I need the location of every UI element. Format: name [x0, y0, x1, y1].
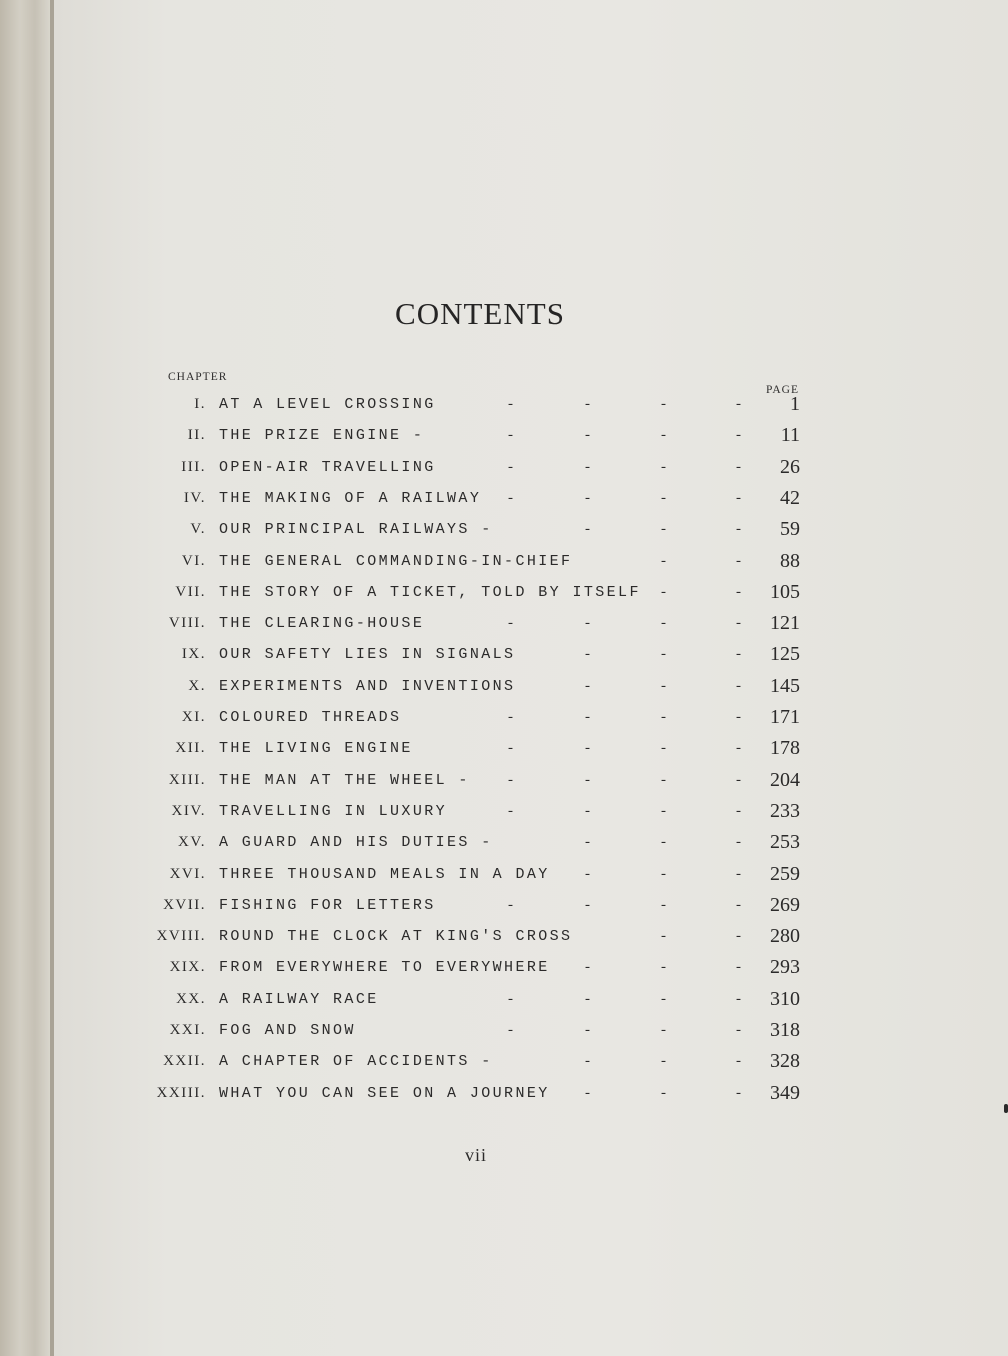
- leader-dash: -: [661, 865, 666, 882]
- leader-dash: -: [736, 1022, 741, 1038]
- chapter-page: 328: [770, 1050, 800, 1073]
- chapter-title: EXPERIMENTS AND INVENTIONS: [219, 677, 516, 695]
- leader-dash: -: [736, 646, 741, 663]
- leader-dash: -: [585, 615, 590, 632]
- toc-entry: [0, 520, 1008, 544]
- leader-dash: -: [585, 802, 590, 819]
- leader-dash: -: [661, 709, 666, 725]
- leader-dash: -: [585, 427, 590, 444]
- chapter-column-label: CHAPTER: [168, 371, 228, 383]
- leader-dash: -: [736, 521, 741, 538]
- leader-dash: -: [736, 396, 741, 412]
- leader-dash: -: [661, 834, 666, 851]
- leader-dash: -: [736, 771, 741, 788]
- chapter-title: WHAT YOU CAN SEE ON A JOURNEY: [219, 1084, 550, 1102]
- leader-dash: -: [661, 427, 666, 444]
- leader-dash: -: [661, 740, 666, 757]
- leader-dash: -: [661, 1022, 666, 1038]
- leader-dash: -: [661, 615, 666, 632]
- chapter-page: 171: [770, 706, 800, 728]
- chapter-number: VI.: [181, 552, 206, 569]
- toc-entry: [0, 395, 1008, 419]
- chapter-number: XII.: [175, 740, 206, 757]
- chapter-page: 318: [770, 1019, 800, 1041]
- leader-dash: -: [736, 865, 741, 882]
- chapter-title: FOG AND SNOW: [219, 1022, 356, 1039]
- chapter-title: OPEN-AIR TRAVELLING: [219, 458, 436, 476]
- chapter-number: XVI.: [169, 865, 206, 882]
- leader-dash: -: [585, 709, 590, 725]
- leader-dash: -: [661, 521, 666, 538]
- leader-dash: -: [508, 709, 513, 725]
- toc-entry: [0, 958, 1008, 982]
- chapter-page: 59: [780, 518, 800, 541]
- chapter-page: 233: [770, 799, 800, 822]
- chapter-page: 105: [770, 580, 800, 603]
- chapter-page: 125: [770, 643, 800, 666]
- leader-dash: -: [661, 583, 666, 600]
- leader-dash: -: [508, 458, 513, 475]
- chapter-page: 1: [790, 393, 800, 415]
- chapter-title: THE GENERAL COMMANDING-IN-CHIEF: [219, 552, 573, 570]
- chapter-title: ROUND THE CLOCK AT KING'S CROSS: [219, 928, 573, 946]
- leader-dash: -: [736, 709, 741, 725]
- chapter-title: THE STORY OF A TICKET, TOLD BY ITSELF: [219, 583, 641, 601]
- toc-entry: [0, 927, 1008, 951]
- leader-dash: -: [736, 677, 741, 694]
- leader-dash: -: [661, 489, 666, 506]
- leader-dash: -: [736, 928, 741, 945]
- leader-dash: -: [661, 928, 666, 945]
- chapter-number: XX.: [176, 990, 206, 1007]
- leader-dash: -: [508, 489, 513, 506]
- chapter-page: 88: [780, 549, 800, 572]
- leader-dash: -: [585, 834, 590, 851]
- leader-dash: -: [585, 1053, 590, 1070]
- leader-dash: -: [585, 865, 590, 882]
- leader-dash: -: [508, 427, 513, 444]
- toc-entry: [0, 987, 1008, 1014]
- page-column-label: PAGE: [766, 384, 799, 396]
- chapter-number: XXI.: [169, 1022, 206, 1038]
- leader-dash: -: [508, 615, 513, 632]
- chapter-title: THE LIVING ENGINE: [219, 740, 413, 758]
- chapter-number: I.: [194, 396, 206, 412]
- chapter-page: 293: [770, 956, 800, 979]
- leader-dash: -: [585, 959, 590, 976]
- leader-dash: -: [661, 552, 666, 569]
- leader-dash: -: [661, 396, 666, 412]
- chapter-number: VIII.: [168, 615, 206, 632]
- leader-dash: -: [736, 959, 741, 976]
- toc-entry: [0, 708, 1008, 732]
- chapter-title: A GUARD AND HIS DUTIES -: [219, 834, 493, 852]
- leader-dash: -: [508, 802, 513, 819]
- leader-dash: -: [736, 615, 741, 632]
- toc-entry: [0, 1021, 1008, 1045]
- leader-dash: -: [585, 521, 590, 538]
- leader-dash: -: [661, 646, 666, 663]
- chapter-number: XIV.: [171, 802, 206, 819]
- leader-dash: -: [508, 740, 513, 757]
- leader-dash: -: [736, 990, 741, 1007]
- leader-dash: -: [508, 896, 513, 913]
- chapter-title: TRAVELLING IN LUXURY: [219, 802, 448, 820]
- leader-dash: -: [585, 489, 590, 506]
- chapter-number: IX.: [181, 646, 206, 663]
- chapter-page: 269: [770, 893, 800, 916]
- toc-entry: [0, 768, 1008, 795]
- toc-entry: [0, 614, 1008, 638]
- chapter-title: THE MAKING OF A RAILWAY: [219, 489, 482, 507]
- leader-dash: -: [736, 427, 741, 444]
- toc-entry: [0, 1052, 1008, 1076]
- page-mark: [1004, 1104, 1008, 1113]
- leader-dash: -: [736, 740, 741, 757]
- chapter-number: XVII.: [163, 896, 206, 913]
- leader-dash: -: [585, 396, 590, 412]
- leader-dash: -: [661, 802, 666, 819]
- leader-dash: -: [508, 771, 513, 788]
- leader-dash: -: [736, 1084, 741, 1101]
- leader-dash: -: [585, 677, 590, 694]
- chapter-title: OUR SAFETY LIES IN SIGNALS: [219, 646, 516, 664]
- chapter-page: 259: [770, 862, 800, 885]
- chapter-title: THE MAN AT THE WHEEL -: [219, 771, 470, 789]
- toc-entry: [0, 862, 1008, 889]
- leader-dash: -: [508, 396, 513, 412]
- toc-entry: [0, 426, 1008, 450]
- leader-dash: -: [585, 1084, 590, 1101]
- page-title: CONTENTS: [395, 296, 565, 331]
- leader-dash: -: [736, 802, 741, 819]
- leader-dash: -: [585, 458, 590, 475]
- leader-dash: -: [585, 740, 590, 757]
- chapter-number: V.: [190, 521, 206, 538]
- chapter-number: XXII.: [163, 1053, 206, 1070]
- chapter-page: 280: [770, 925, 800, 948]
- chapter-number: III.: [181, 458, 206, 475]
- chapter-page: 11: [780, 424, 800, 447]
- toc-entry: [0, 580, 1008, 607]
- chapter-number: XV.: [178, 834, 206, 851]
- leader-dash: -: [585, 896, 590, 913]
- toc-entry: [0, 739, 1008, 763]
- leader-dash: -: [736, 896, 741, 913]
- toc-entry: [0, 674, 1008, 701]
- chapter-page: 178: [770, 737, 800, 760]
- chapter-number: XVIII.: [156, 928, 206, 945]
- toc-entry: [0, 1081, 1008, 1108]
- chapter-number: II.: [187, 427, 206, 444]
- chapter-page: 145: [770, 674, 800, 697]
- toc-entry: [0, 799, 1008, 826]
- chapter-title: FISHING FOR LETTERS: [219, 896, 436, 914]
- toc-entry: [0, 893, 1008, 920]
- chapter-number: XIX.: [169, 959, 206, 976]
- leader-dash: -: [661, 896, 666, 913]
- chapter-number: XIII.: [168, 771, 206, 788]
- chapter-title: A CHAPTER OF ACCIDENTS -: [219, 1053, 493, 1071]
- leader-dash: -: [661, 959, 666, 976]
- leader-dash: -: [661, 990, 666, 1007]
- toc-entry: [0, 645, 1008, 669]
- leader-dash: -: [585, 771, 590, 788]
- leader-dash: -: [661, 677, 666, 694]
- leader-dash: -: [736, 1053, 741, 1070]
- toc-entry: [0, 455, 1008, 482]
- chapter-title: A RAILWAY RACE: [219, 990, 379, 1008]
- leader-dash: -: [661, 458, 666, 475]
- leader-dash: -: [585, 1022, 590, 1038]
- chapter-page: 253: [770, 831, 800, 854]
- leader-dash: -: [736, 489, 741, 506]
- chapter-number: XI.: [181, 709, 206, 725]
- chapter-title: OUR PRINCIPAL RAILWAYS -: [219, 521, 493, 539]
- chapter-number: VII.: [175, 583, 206, 600]
- leader-dash: -: [585, 990, 590, 1007]
- chapter-number: X.: [188, 677, 206, 694]
- toc-entry: [0, 486, 1008, 513]
- chapter-title: AT A LEVEL CROSSING: [219, 396, 436, 413]
- chapter-page: 310: [770, 987, 800, 1010]
- leader-dash: -: [661, 1084, 666, 1101]
- leader-dash: -: [585, 646, 590, 663]
- chapter-title: THE CLEARING-HOUSE: [219, 615, 425, 633]
- chapter-page: 204: [770, 768, 800, 791]
- leader-dash: -: [508, 990, 513, 1007]
- chapter-page: 349: [770, 1081, 800, 1104]
- leader-dash: -: [736, 458, 741, 475]
- leader-dash: -: [661, 1053, 666, 1070]
- chapter-title: FROM EVERYWHERE TO EVERYWHERE: [219, 959, 550, 977]
- chapter-page: 121: [770, 612, 800, 635]
- chapter-number: IV.: [183, 489, 206, 506]
- chapter-title: THE PRIZE ENGINE -: [219, 427, 425, 445]
- leader-dash: -: [508, 1022, 513, 1038]
- chapter-number: XXIII.: [156, 1084, 206, 1101]
- chapter-page: 26: [780, 455, 800, 478]
- page-number: vii: [464, 1145, 487, 1165]
- leader-dash: -: [661, 771, 666, 788]
- leader-dash: -: [736, 552, 741, 569]
- chapter-title: COLOURED THREADS: [219, 709, 402, 726]
- leader-dash: -: [736, 834, 741, 851]
- toc-entry: [0, 549, 1008, 576]
- leader-dash: -: [736, 583, 741, 600]
- chapter-title: THREE THOUSAND MEALS IN A DAY: [219, 865, 550, 883]
- toc-entry: [0, 833, 1008, 857]
- chapter-page: 42: [780, 486, 800, 509]
